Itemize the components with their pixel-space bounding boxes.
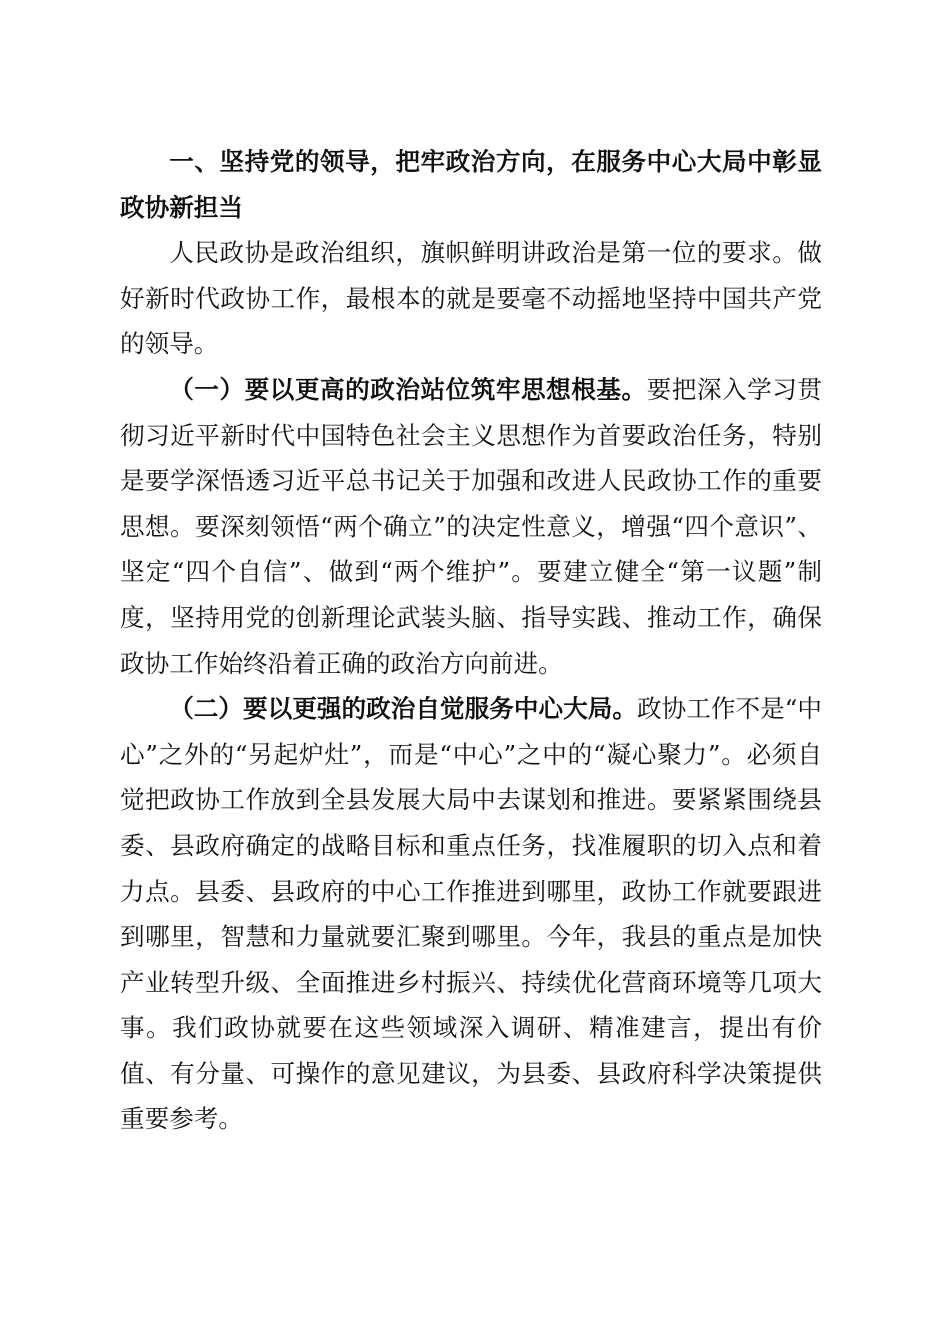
paragraph-point-1 xyxy=(120,367,822,686)
paragraph-text: 人民政协是政治组织，旗帜鲜明讲政治是第一位的要求。做好新时代政协工作，最根本的就是要毫不动摇地坚持中国共产党的领导。 xyxy=(120,238,822,359)
paragraph-point-2 xyxy=(120,686,822,1142)
paragraph-lead: （二）要以更强的政治自觉服务中心大局。 xyxy=(169,694,638,724)
paragraph-text: 要把深入学习贯彻习近平新时代中国特色社会主义思想作为首要政治任务，特别是要学深悟透习近平总书记关于加强和改进人民政协工作的重要思想。要深刻领悟“两个确立”的决定性意义，增强“四个意识”、坚定“四个自信”、做到“两个维护”。要建立健全“第一议题”制度，坚持用党的创新理论武装头脑、指导实践、推动工作，确保政协工作始终沿着正确的政治方向前进。 xyxy=(120,374,822,678)
section-heading: 一、坚持党的领导，把牢政治方向，在服务中心大局中彰显政协新担当 xyxy=(120,147,822,222)
paragraph-lead: （一）要以更高的政治站位筑牢思想根基。 xyxy=(169,374,647,404)
document-page xyxy=(120,139,822,1142)
paragraph-text: 政协工作不是“中心”之外的“另起炉灶”，而是“中心”之中的“凝心聚力”。必须自觉把政协工作放到全县发展大局中去谋划和推进。要紧紧围绕县委、县政府确定的战略目标和重点任务，找准履职的切入点和着力点。县委、县政府的中心工作推进到哪里，政协工作就要跟进到哪里，智慧和力量就要汇聚到哪里。今年，我县的重点是加快产业转型升级、全面推进乡村振兴、持续优化营商环境等几项大事。我们政协就要在这些领域深入调研、精准建言，提出有价值、有分量、可操作的意见建议，为县委、县政府科学决策提供重要参考。 xyxy=(120,694,822,1134)
paragraph-intro xyxy=(120,230,822,367)
